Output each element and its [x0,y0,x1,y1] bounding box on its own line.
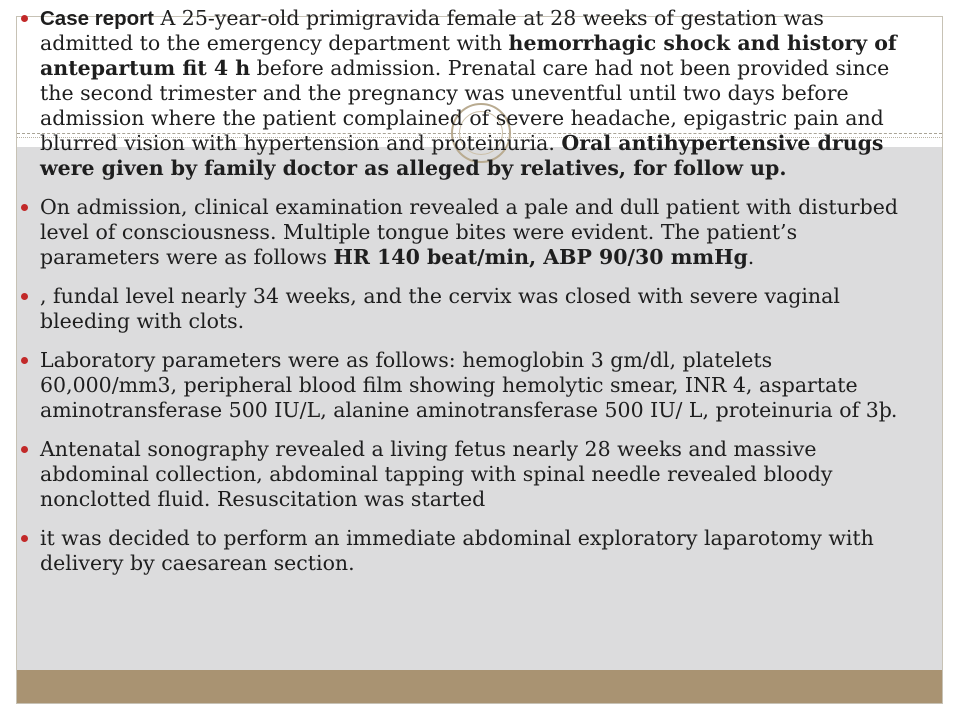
bullet-text-emphasis: hemorrhagic shock and history of antepartum fit 4 h [40,31,897,80]
bullet-text-emphasis: Oral antihypertensive drugs were given by family doctor as alleged by relatives, for follow up. [40,131,884,180]
bullet-text-emphasis: Case report [40,7,154,30]
bullet-dot-icon [21,357,28,364]
bullet-item [12,284,912,334]
bullet-text: . [747,245,755,269]
bullet-list [12,6,912,590]
bullet-item [12,526,912,576]
bullet-text: before admission. Prenatal care had not been provided since the second trimester and the pregnancy was uneventful until two days before admission where the patient complained of severe headache, epigastric pain and blurred vision with hypertension and proteinuria. [40,56,890,155]
bullet-dot-icon [21,293,28,300]
bullet-text: it was decided to perform an immediate abdominal exploratory laparotomy with delivery by caesarean section. [40,526,874,575]
bullet-item [12,348,912,423]
bullet-text: A 25-year-old primigravida female at 28 weeks of gestation was admitted to the emergency department with [40,6,824,55]
bullet-text: Antenatal sonography revealed a living fetus nearly 28 weeks and massive abdominal collection, abdominal tapping with spinal needle revealed bloody nonclotted fluid. Resuscitation was started [40,437,833,511]
bullet-dot-icon [21,446,28,453]
bullet-text: , fundal level nearly 34 weeks, and the cervix was closed with severe vaginal bleeding with clots. [40,284,840,333]
footer-bar [17,670,942,703]
bullet-item [12,195,912,270]
bullet-item [12,437,912,512]
bullet-dot-icon [21,535,28,542]
bullet-dot-icon [21,204,28,211]
bullet-dot-icon [21,15,28,22]
bullet-text: On admission, clinical examination revealed a pale and dull patient with disturbed level of consciousness. Multiple tongue bites were evident. The patient’s parameters were as follows [40,195,898,269]
bullet-text: Laboratory parameters were as follows: hemoglobin 3 gm/dl, platelets 60,000/mm3, peripheral blood film showing hemolytic smear, INR 4, aspartate aminotransferase 500 IU/L, alanine aminotransferase 500 IU/ L, proteinuria of 3þ. [40,348,898,422]
bullet-item [12,6,912,181]
bullet-text-emphasis: HR 140 beat/min, ABP 90/30 mmHg [333,245,748,269]
